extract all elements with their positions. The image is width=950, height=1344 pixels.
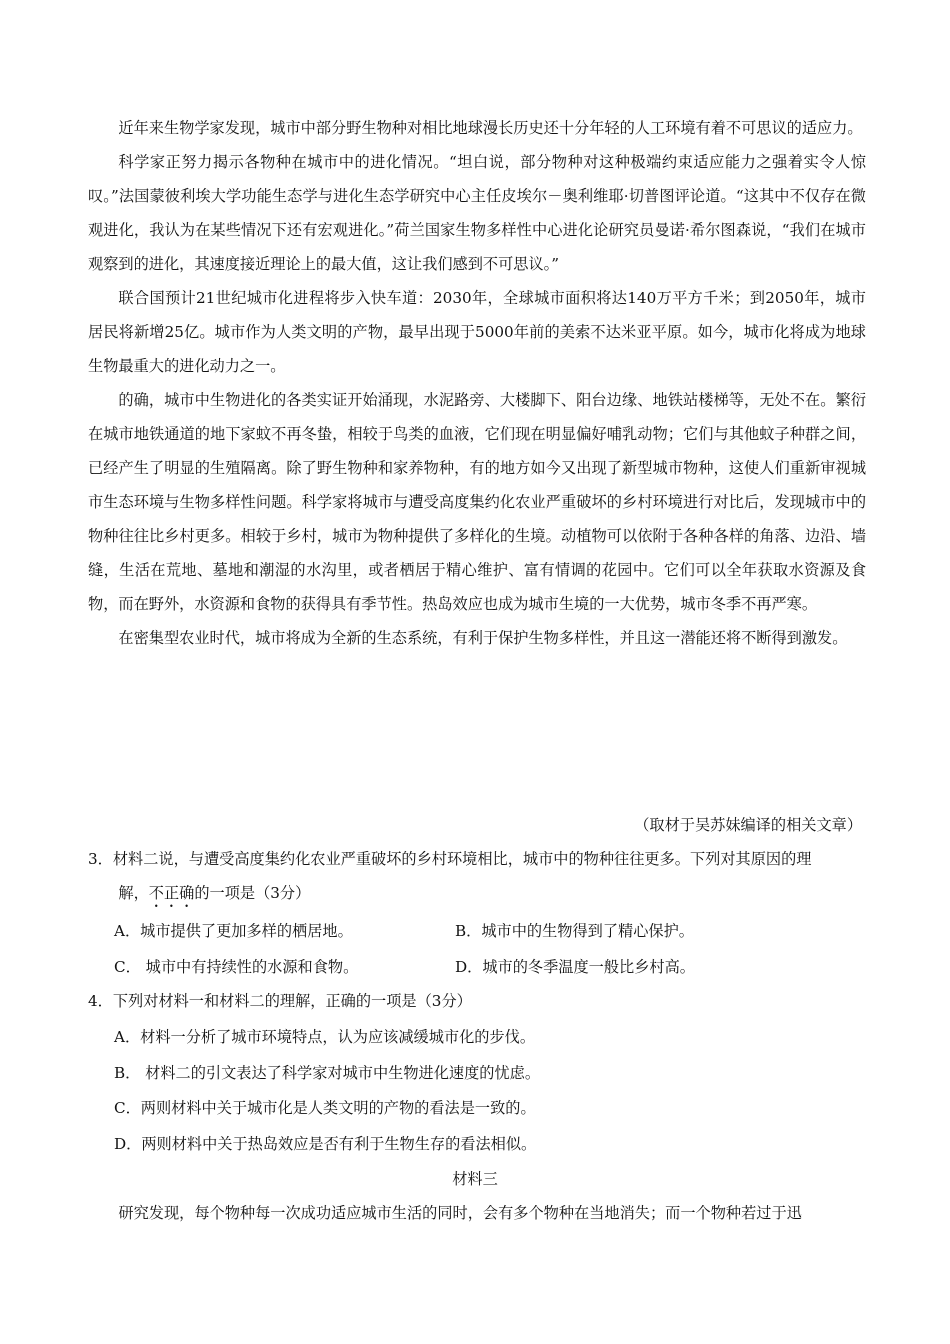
paragraph-5: 在密集型农业时代，城市将成为全新的生态系统，有利于保护生物多样性，并且这一潜能还将不断得到激发。 xyxy=(118,629,848,647)
material-3-first-line: 研究发现，每个物种每一次成功适应城市生活的同时，会有多个物种在当地消失；而一个物种若过于迅 xyxy=(118,1204,802,1222)
q3-option-a: A．城市提供了更加多样的栖居地。 xyxy=(114,922,353,940)
q3-emphasis: 不正确 xyxy=(148,884,195,902)
q3-stem-post: 的一项是（3分） xyxy=(194,884,311,902)
q4-option-d: D．两则材料中关于热岛效应是否有利于生物生存的看法相似。 xyxy=(114,1135,537,1153)
paragraph-1: 近年来生物学家发现，城市中部分野生物种对相比地球漫长历史还十分年轻的人工环境有着不可思议的适应力。 xyxy=(118,119,863,137)
material-2-text xyxy=(88,111,866,655)
q4-option-a: A．材料一分析了城市环境特点，认为应该减缓城市化的步伐。 xyxy=(114,1028,536,1046)
paragraph-3: 联合国预计21世纪城市化进程将步入快车道：2030年，全球城市面积将达140万平方千米；到2050年，城市居民将新增25亿。城市作为人类文明的产物，最早出现于5000年前的美索不达米亚平原。如今，城市化将成为地球生物最重大的进化动力之一。 xyxy=(88,289,866,375)
question-4-stem: 4．下列对材料一和材料二的理解，正确的一项是（3分） xyxy=(88,992,472,1010)
question-3-stem-line1: 3．材料二说，与遭受高度集约化农业严重破坏的乡村环境相比，城市中的物种往往更多。下列对其原因的理 xyxy=(88,850,812,868)
paragraph-2: 科学家正努力揭示各物种在城市中的进化情况。“坦白说，部分物种对这种极端约束适应能力之强着实令人惊叹。”法国蒙彼利埃大学功能生态学与进化生态学研究中心主任皮埃尔－奥利维耶·切普图评论道。“这其中不仅存在微观进化，我认为在某些情况下还有宏观进化。”荷兰国家生物多样性中心进化论研究员曼诺·希尔图森说，“我们在城市观察到的进化，其速度接近理论上的最大值，这让我们感到不可思议。” xyxy=(88,153,866,273)
q3-option-b: B．城市中的生物得到了精心保护。 xyxy=(455,922,694,940)
q3-option-d: D．城市的冬季温度一般比乡村高。 xyxy=(455,958,695,976)
q4-option-c: C．两则材料中关于城市化是人类文明的产物的看法是一致的。 xyxy=(114,1099,536,1117)
q4-option-b: B． 材料二的引文表达了科学家对城市中生物进化速度的忧虑。 xyxy=(114,1064,541,1082)
q3-option-c: C． 城市中有持续性的水源和食物。 xyxy=(114,958,359,976)
source-citation: （取材于吴苏妹编译的相关文章） xyxy=(634,816,862,834)
q3-stem-pre: 解， xyxy=(118,884,149,902)
question-3-stem-line2 xyxy=(88,876,866,911)
question-3 xyxy=(88,842,866,911)
paragraph-4: 的确，城市中生物进化的各类实证开始涌现，水泥路旁、大楼脚下、阳台边缘、地铁站楼梯等，无处不在。繁衍在城市地铁通道的地下家蚊不再冬蛰，相较于鸟类的血液，它们现在明显偏好哺乳动物；它们与其他蚊子种群之间，已经产生了明显的生殖隔离。除了野生物种和家养物种，有的地方如今又出现了新型城市物种，这使人们重新审视城市生态环境与生物多样性问题。科学家将城市与遭受高度集约化农业严重破坏的乡村环境进行对比后，发现城市中的物种往往比乡村更多。相较于乡村，城市为物种提供了多样化的生境。动植物可以依附于各种各样的角落、边沿、墙缝，生活在荒地、墓地和潮湿的水沟里，或者栖居于精心维护、富有情调的花园中。它们可以全年获取水资源及食物，而在野外，水资源和食物的获得具有季节性。热岛效应也成为城市生境的一大优势，城市冬季不再严寒。 xyxy=(88,391,866,613)
material-3-heading: 材料三 xyxy=(452,1170,498,1188)
